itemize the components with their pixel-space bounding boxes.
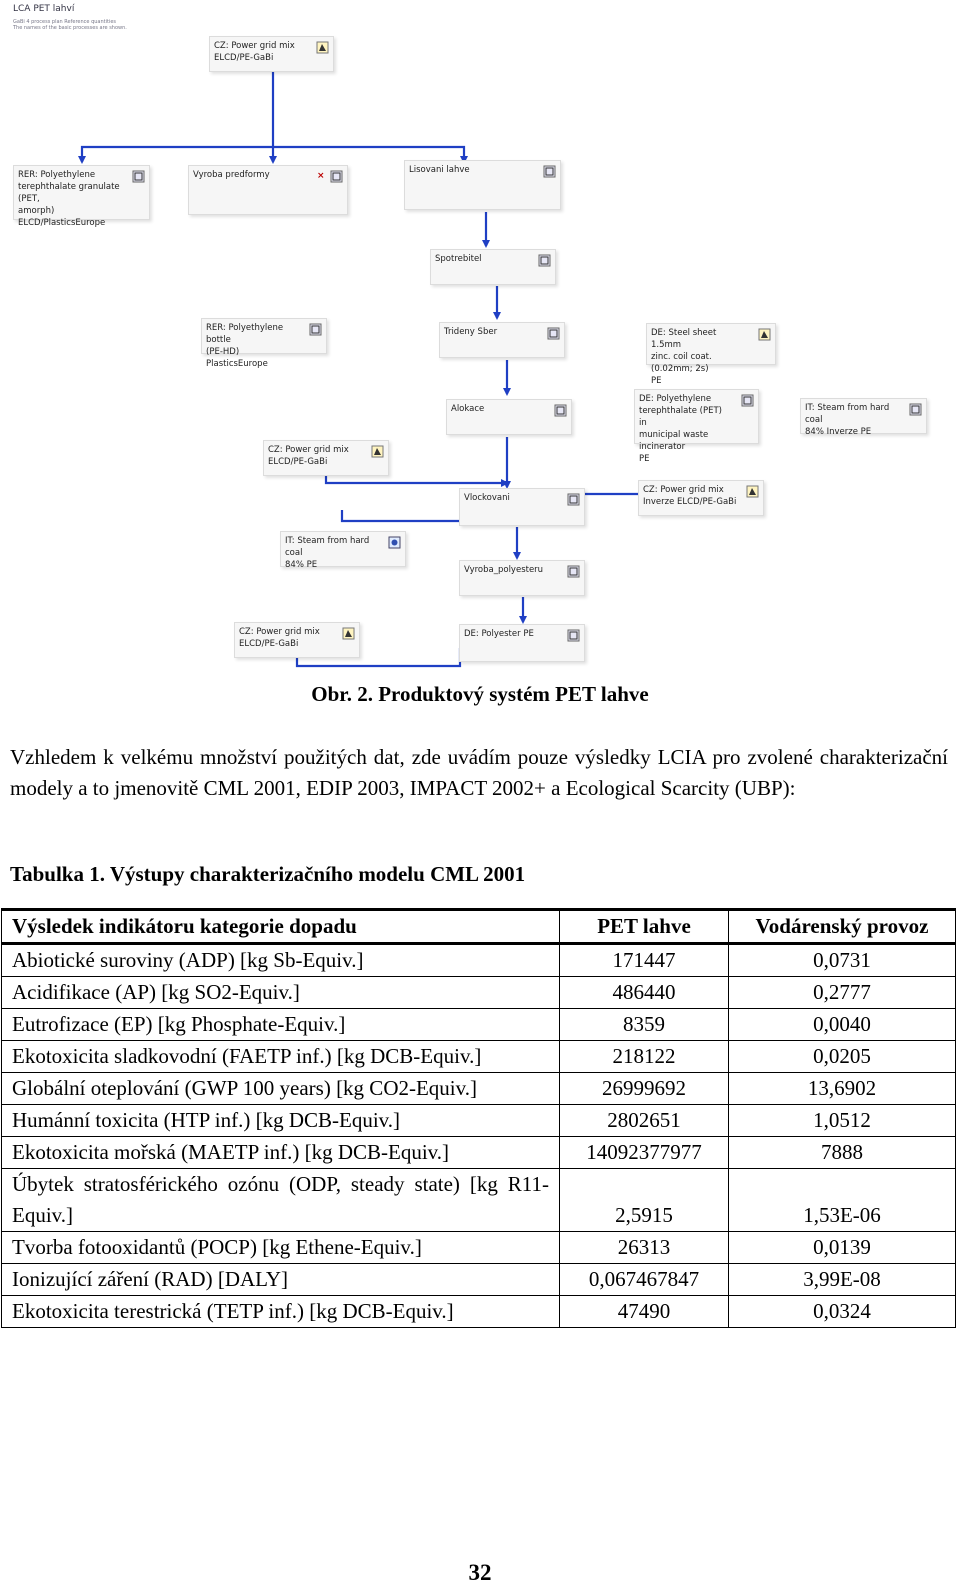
table-title: Tabulka 1. Výstupy charakterizačního modelu CML 2001 (10, 862, 526, 886)
product-system-diagram (0, 0, 960, 675)
node-power-grid-top: CZ: Power grid mix ELCD/PE-GaBi (209, 36, 334, 72)
cell-indicator: Abiotické suroviny (ADP) [kg Sb-Equiv.] (2, 944, 560, 977)
table-row (2, 1041, 956, 1073)
table-row (2, 1105, 956, 1137)
arrow-power-mid (326, 476, 507, 483)
process-icon (316, 41, 329, 54)
diagram-subtitle-2: The names of the basic processes are shown. (13, 25, 127, 31)
process-icon (538, 254, 551, 267)
node-vyroba-polyesteru: Vyroba_polyesteru (459, 560, 585, 596)
process-icon (741, 394, 754, 407)
page-number: 32 (468, 1560, 492, 1585)
cell-vodarensky-provoz: 13,6902 (729, 1073, 956, 1105)
cell-vodarensky-provoz: 0,0040 (729, 1009, 956, 1041)
diagram-title: LCA PET lahví (13, 4, 75, 14)
node-steam-inverze: IT: Steam from hard coal 84% Inverze PE (800, 398, 927, 434)
node-vlockovani: Vlockovani (459, 488, 585, 526)
cell-pet-lahve: 0,067467847 (560, 1264, 729, 1296)
diagram-subtitle-1: GaBi 4 process plan Reference quantities (13, 19, 117, 25)
table-row (2, 1137, 956, 1169)
cell-indicator: Tvorba fotooxidantů (POCP) [kg Ethene-Equiv.] (2, 1232, 560, 1264)
cell-indicator: Ionizující záření (RAD) [DALY] (2, 1264, 560, 1296)
table-row (2, 1169, 956, 1232)
table-row (2, 1073, 956, 1105)
cell-vodarensky-provoz: 3,99E-08 (729, 1264, 956, 1296)
table-row (2, 1009, 956, 1041)
cell-indicator: Acidifikace (AP) [kg SO2-Equiv.] (2, 977, 560, 1009)
cell-pet-lahve: 26313 (560, 1232, 729, 1264)
cell-pet-lahve: 2802651 (560, 1105, 729, 1137)
cell-pet-lahve: 171447 (560, 944, 729, 977)
process-icon (309, 323, 322, 336)
node-power-grid-bottom: CZ: Power grid mix ELCD/PE-GaBi (234, 622, 360, 658)
table-row (2, 944, 956, 977)
process-icon (567, 493, 580, 506)
close-icon: × (317, 171, 325, 181)
results-table (1, 908, 956, 1328)
cell-vodarensky-provoz: 0,2777 (729, 977, 956, 1009)
process-icon (746, 485, 759, 498)
cell-pet-lahve: 26999692 (560, 1073, 729, 1105)
header-pet-lahve: PET lahve (560, 910, 729, 944)
node-pe-bottle: RER: Polyethylene bottle (PE-HD) PlasticsEurope (201, 318, 327, 354)
node-polyester-pe: DE: Polyester PE (459, 624, 585, 662)
header-vodarensky-provoz: Vodárenský provoz (729, 910, 956, 944)
node-trideny-sber: Trideny Sber (439, 322, 565, 358)
node-power-grid-inverze: CZ: Power grid mix Inverze ELCD/PE-GaBi (638, 480, 764, 516)
header-indicator: Výsledek indikátoru kategorie dopadu (2, 910, 560, 944)
cell-indicator: Eutrofizace (EP) [kg Phosphate-Equiv.] (2, 1009, 560, 1041)
process-icon (547, 327, 560, 340)
cell-pet-lahve: 218122 (560, 1041, 729, 1073)
node-lisovani-lahve: Lisovani lahve (404, 160, 561, 210)
cell-vodarensky-provoz: 7888 (729, 1137, 956, 1169)
process-icon (388, 536, 401, 549)
node-pet-granulate: RER: Polyethylene terephthalate granulate (PET, amorph) ELCD/PlasticsEurope (13, 165, 150, 220)
cell-vodarensky-provoz: 1,0512 (729, 1105, 956, 1137)
cell-vodarensky-provoz: 1,53E-06 (729, 1169, 956, 1232)
cell-indicator: Globální oteplování (GWP 100 years) [kg CO2-Equiv.] (2, 1073, 560, 1105)
process-icon (543, 165, 556, 178)
process-icon (758, 328, 771, 341)
process-icon (330, 170, 343, 183)
cell-vodarensky-provoz: 0,0731 (729, 944, 956, 977)
body-paragraph: Vzhledem k velkému množství použitých dat, zde uvádím pouze výsledky LCIA pro zvolené charakterizační modely a to jmenovitě CML 2001, EDIP 2003, IMPACT 2002+ a Ecological Scarcity (UBP): (10, 745, 948, 800)
cell-pet-lahve: 14092377977 (560, 1137, 729, 1169)
process-icon (371, 445, 384, 458)
process-icon (567, 629, 580, 642)
table-row (2, 1264, 956, 1296)
table-header-row (2, 910, 956, 944)
cell-pet-lahve: 2,5915 (560, 1169, 729, 1232)
process-icon (554, 404, 567, 417)
node-alokace: Alokace (446, 399, 572, 435)
cell-vodarensky-provoz: 0,0324 (729, 1296, 956, 1328)
table-row (2, 1296, 956, 1328)
figure-caption: Obr. 2. Produktový systém PET lahve (311, 682, 649, 706)
process-icon (567, 565, 580, 578)
node-spotrebitel: Spotrebitel (430, 249, 556, 285)
process-icon (909, 403, 922, 416)
cell-vodarensky-provoz: 0,0139 (729, 1232, 956, 1264)
node-pet-incinerator: DE: Polyethylene terephthalate (PET) in municipal waste incinerator PE (634, 389, 759, 444)
cell-indicator: Humánní toxicita (HTP inf.) [kg DCB-Equiv.] (2, 1105, 560, 1137)
arrow-power-top (82, 72, 273, 162)
cell-vodarensky-provoz: 0,0205 (729, 1041, 956, 1073)
node-steel-sheet: DE: Steel sheet 1.5mm zinc. coil coat. (0.02mm; 2s) PE (646, 323, 776, 365)
table-row (2, 1232, 956, 1264)
cell-indicator: Ekotoxicita mořská (MAETP inf.) [kg DCB-Equiv.] (2, 1137, 560, 1169)
node-power-grid-mid: CZ: Power grid mix ELCD/PE-GaBi (263, 440, 389, 476)
cell-indicator: Ekotoxicita sladkovodní (FAETP inf.) [kg DCB-Equiv.] (2, 1041, 560, 1073)
process-icon (132, 170, 145, 183)
table-row (2, 977, 956, 1009)
cell-indicator: Ekotoxicita terestrická (TETP inf.) [kg DCB-Equiv.] (2, 1296, 560, 1328)
cell-pet-lahve: 47490 (560, 1296, 729, 1328)
cell-pet-lahve: 486440 (560, 977, 729, 1009)
node-vyroba-predformy: Vyroba predformy × (188, 165, 348, 215)
node-steam-pe: IT: Steam from hard coal 84% PE (280, 531, 406, 567)
process-icon (342, 627, 355, 640)
cell-indicator: Úbytek stratosférického ozónu (ODP, steady state) [kg R11-Equiv.] (2, 1169, 560, 1232)
cell-pet-lahve: 8359 (560, 1009, 729, 1041)
